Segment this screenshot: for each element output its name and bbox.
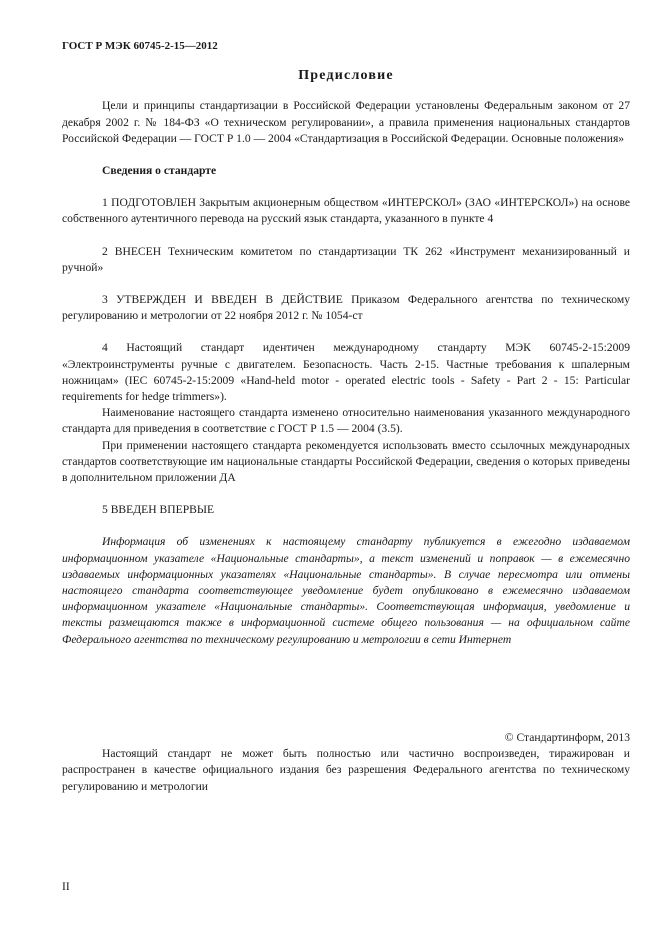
changes-notice: Информация об изменениях к настоящему стандарту публикуется в ежегодно издаваемом информационном указателе «Национальные стандарты», а текст изменений и поправок — в ежемесячно издаваемых информационных указателях «Национальные стандарты». В случае пересмотра или отмены настоящего стандарта соответствующее уведомление будет опубликовано в ежемесячно издаваемом информационном указателе «Национальные стандарты». Соответствующая информация, уведомление и тексты размещаются также в информационной системе общего пользования — на официальном сайте Федерального агентства по техническому регулированию и метрологии в сети Интернет [62, 535, 630, 646]
page-number: II [62, 880, 70, 893]
item-1: 1 ПОДГОТОВЛЕН Закрытым акционерным обществом «ИНТЕРСКОЛ» (ЗАО «ИНТЕРСКОЛ») на основе собственного аутентичного перевода на русский язык стандарта, указанного в пункте 4 [62, 196, 630, 226]
document-id: ГОСТ Р МЭК 60745-2-15—2012 [62, 40, 218, 52]
document-page [62, 38, 630, 795]
item-4-name-note: Наименование настоящего стандарта изменено относительно наименования указанного международного стандарта для приведения в соответствие с ГОСТ Р 1.5 — 2004 (3.5). [62, 406, 630, 436]
item-2: 2 ВНЕСЕН Техническим комитетом по стандартизации ТК 262 «Инструмент механизированный и ручной» [62, 244, 630, 274]
item-5: 5 ВВЕДЕН ВПЕРВЫЕ [102, 503, 215, 517]
item-4: 4 Настоящий стандарт идентичен международному стандарту МЭК 60745-2-15:2009 «Электроинструменты ручные с двигателем. Безопасность. Часть 2-15. Частные требования к шпалерным ножницам» (IEC 60745-2-15:2009 «Hand-held motor - operated electric tools - Safety - Part 2 - 15: Particular requirements for hedge trimmers»). [62, 341, 630, 404]
reproduction-notice: Настоящий стандарт не может быть полностью или частично воспроизведен, тиражирован и распространен в качестве официального издания без разрешения Федерального агентства по техническому регулированию и метрологии [62, 747, 630, 793]
item-4-references-note: При применении настоящего стандарта рекомендуется использовать вместо ссылочных международных стандартов соответствующие им национальные стандарты Российской Федерации, сведения о которых приведены в дополнительном приложении ДА [62, 438, 630, 485]
section-heading: Сведения о стандарте [102, 164, 217, 178]
intro-paragraph: Цели и принципы стандартизации в Российской Федерации установлены Федеральным законом от 27 декабря 2002 г. № 184-ФЗ «О техническом регулировании», а правила применения национальных стандартов Российской Федерации — ГОСТ Р 1.0 — 2004 «Стандартизация в Российской Федерации. Основные положения» [62, 99, 630, 145]
page-title: Предисловие [298, 68, 394, 84]
copyright: © Стандартинформ, 2013 [504, 730, 630, 744]
item-3: 3 УТВЕРЖДЕН И ВВЕДЕН В ДЕЙСТВИЕ Приказом Федерального агентства по техническому регулированию и метрологии от 22 ноября 2012 г. № 1054-ст [62, 293, 630, 323]
